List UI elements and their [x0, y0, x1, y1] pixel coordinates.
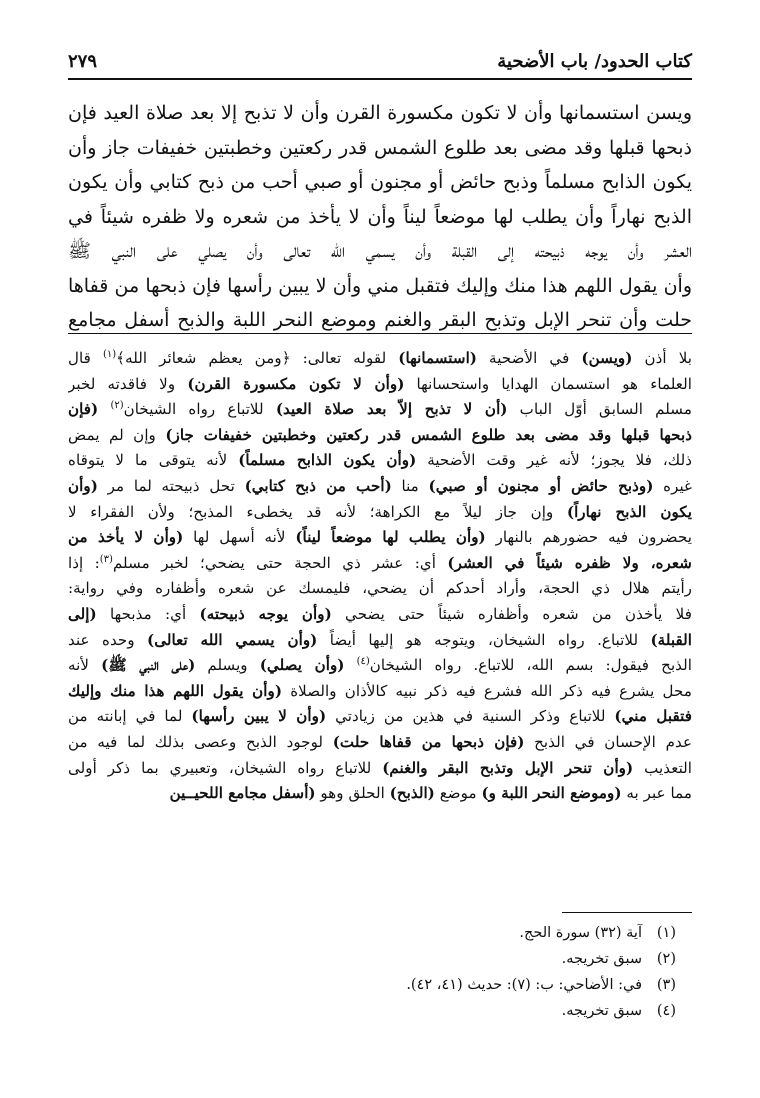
commentary-segment: غيره [653, 476, 692, 495]
commentary-segment: لأنه يتوقى ما لا يتوقاه [68, 451, 239, 470]
footnote-ref: (١) [102, 348, 117, 360]
commentary-segment: أي: مذبحها [96, 604, 200, 623]
commentary-segment: للاتباع وذكر السنية في هذين من زيادتي [326, 707, 615, 726]
commentary-line [68, 730, 692, 756]
matn-quote: (وأن يسمي الله تعالى) [147, 630, 318, 649]
commentary-line [68, 423, 692, 449]
matn-quote: (وأن يقول اللهم هذا منك وإليك [68, 681, 283, 700]
page-number: ٢٧٩ [68, 51, 98, 72]
matn-quote: (وأن لا يأخذ من [68, 528, 184, 547]
commentary-line [68, 346, 692, 372]
footnote-divider [562, 912, 692, 913]
commentary-line [68, 525, 692, 551]
commentary-segment: تحل ذبيحته لما مر [97, 476, 245, 495]
footnote-text: في: الأضاحي: ب: (٧): حديث (٤١، ٤٢). [406, 977, 642, 993]
matn-quote: فتقبل مني) [614, 707, 692, 726]
matn-quote: (أحب من ذبح كتابي) [244, 476, 392, 495]
footnote-text: سبق تخريجه. [561, 1003, 642, 1019]
footnote-text: سبق تخريجه. [561, 951, 642, 967]
commentary-text [68, 346, 692, 807]
commentary-line [68, 397, 692, 423]
matn-quote: (وأن تنحر الإبل وتذبح البقر والغنم) [382, 758, 634, 777]
main-text-line: يكون الذابح مسلماً وذبح حائض أو مجنون أو صبي أحب من ذبح كتابي وأن يكون [68, 171, 692, 193]
commentary-line [68, 602, 692, 628]
commentary-segment: : إذا [68, 553, 100, 572]
footnote-item [68, 946, 676, 972]
footnote-number: (١) [656, 925, 676, 941]
main-text-line: العشر وأن يوجه ذبيحته إلى القبلة وأن يسمي الله تعالى وأن يصلي على النبي ﷺ [68, 240, 692, 262]
footnotes [68, 920, 676, 1024]
commentary-line [68, 372, 692, 398]
matn-quote: (فإن [68, 400, 99, 419]
main-text [68, 96, 692, 338]
footnote-ref: (٤) [356, 656, 370, 668]
commentary-line [68, 628, 692, 654]
commentary-segment: الحلق وهو [315, 784, 390, 803]
matn-quote: (أن لا تذبح إلاّ بعد صلاة العيد) [275, 400, 508, 419]
commentary-segment: منا [391, 476, 429, 495]
commentary-line [68, 448, 692, 474]
commentary-line [68, 781, 692, 807]
footnote-ref: (٣) [99, 553, 113, 565]
commentary-segment [344, 656, 356, 674]
commentary-segment: ذلك، فلا يجوز؛ لأنه غير وقت الأضحية [416, 451, 692, 470]
matn-quote: (أسفل مجامع اللحيــين [169, 784, 316, 803]
commentary-segment: للاتباع رواه الشيخان، وتعبيري بما ذكر أولى [68, 758, 383, 777]
commentary-segment: مسلم السابق أوّل الباب [507, 400, 692, 419]
commentary-line [68, 576, 692, 602]
commentary-segment: محل يشرع فيه ذكر الله فشرع فيه ذكر نبيه كالأذان والصلاة [282, 681, 692, 700]
main-text-line: ويسن استسمانها وأن لا تكون مكسورة القرن وأن لا تذبح إلا بعد صلاة العيد فإن [68, 102, 692, 124]
footnote-number: (٣) [656, 977, 676, 993]
commentary-segment: مما عبر به [621, 784, 692, 803]
matn-quote: (إلى [68, 604, 97, 623]
commentary-segment: لأنه أسهل لها [183, 528, 296, 547]
matn-quote: (وموضع النحر اللبة و) [481, 784, 622, 803]
commentary-line [68, 756, 692, 782]
footnote-item [68, 920, 676, 946]
commentary-segment: لوجود الذبح وعصى بذلك لما فيه من [68, 732, 333, 751]
footnote-ref: (٢) [110, 400, 124, 412]
matn-quote: (الذبح) [389, 784, 435, 803]
commentary-segment: رأيتم هلال ذي الحجة، وأراد أحدكم أن يضحي، فليمسك عن شعره وأظفاره وفي رواية: [68, 579, 692, 598]
commentary-line [68, 653, 692, 679]
commentary-segment: قال [68, 349, 103, 367]
commentary-segment: ولا فاقدته لخبر [68, 374, 188, 393]
text-divider [68, 333, 692, 334]
commentary-segment [98, 400, 110, 418]
main-text-line: حلت وأن تنحر الإبل وتذبح البقر والغنم وموضع النحر اللبة والذبح أسفل مجامع [68, 309, 692, 331]
commentary-segment: يحضرون فيه حضورهم بالنهار [485, 528, 692, 547]
commentary-line [68, 551, 692, 577]
footnote-item [68, 998, 676, 1024]
commentary-segment: وحده عند [68, 630, 148, 649]
matn-quote: (ويسن) [581, 349, 633, 367]
commentary-segment: بلا أذن [632, 349, 692, 367]
matn-quote: يكون الذبح نهاراً) [566, 502, 692, 521]
footnote-number: (٤) [656, 1003, 676, 1019]
commentary-segment: وإن جاز ليلاً مع الكراهة؛ لأنه قد يخطىء المذبح؛ ولأن الفقراء لا [68, 502, 567, 521]
main-text-line: وأن يقول اللهم هذا منك وإليك فتقبل مني وأن لا يبين رأسها فإن ذبحها من قفاها [68, 274, 692, 297]
commentary-segment: لقوله تعالى: ﴿ومن يعظم شعائر الله﴾ [116, 349, 399, 367]
running-title: كتاب الحدود/ باب الأضحية [497, 51, 692, 72]
page-header [68, 42, 692, 80]
commentary-segment: التعذيب [633, 758, 692, 777]
commentary-line [68, 704, 692, 730]
commentary-line [68, 679, 692, 705]
commentary-segment: موضع [434, 784, 482, 803]
commentary-segment: الذبح فيقول: بسم الله، للاتباع. رواه الشيخان [369, 656, 692, 675]
footnote-text: آية (٣٢) سورة الحج. [519, 925, 642, 941]
commentary-segment: فلا يأخذن من شعره وأظفاره شيئاً حتى يضحي [331, 604, 692, 623]
matn-quote: (وأن يصلي) [259, 656, 345, 675]
footnote-number: (٢) [656, 951, 676, 967]
commentary-segment: للاتباع. رواه الشيخان، ويتوجه هو إليها أيضاً [317, 630, 651, 649]
commentary-line [68, 474, 692, 500]
matn-quote: (وأن لا تكون مكسورة القرن) [187, 374, 405, 393]
footnote-item [68, 972, 676, 998]
commentary-segment: في الأضحية [477, 349, 582, 367]
commentary-segment: عدم الإحسان في الذبح [524, 732, 692, 751]
matn-quote: (وأن يطلب لها موضعاً ليناً) [295, 528, 486, 547]
commentary-segment: وإن لم يمض [68, 425, 166, 444]
matn-quote: (على النبي ﷺ) [101, 656, 196, 675]
matn-quote: (وذبح حائض أو مجنون أو صبي) [428, 476, 654, 495]
commentary-segment: لما في إبانته من [68, 707, 192, 726]
commentary-segment: للاتباع رواه الشيخان [123, 400, 276, 419]
matn-quote: (وأن لا يبين رأسها) [191, 707, 327, 726]
matn-quote: (وأن يوجه ذبيحته) [199, 604, 332, 623]
commentary-segment: أي: عشر ذي الحجة حتى يضحي؛ لخبر مسلم [112, 553, 448, 572]
main-text-line: ذبحها قبلها وقد مضى بعد طلوع الشمس قدر ركعتين وخطبتين خفيفات جاز وأن [68, 136, 692, 159]
matn-quote: ذبحها قبلها وقد مضى بعد طلوع الشمس قدر ركعتين وخطبتين خفيفات جاز) [165, 425, 692, 444]
main-text-line: الذبح نهاراً وأن يطلب لها موضعاً ليناً وأن لا يأخذ من شعره ولا ظفره شيئاً في [68, 205, 692, 228]
matn-quote: (وأن [68, 476, 98, 495]
commentary-line [68, 500, 692, 526]
matn-quote: شعره، ولا ظفره شيئاً في العشر) [447, 553, 692, 572]
commentary-segment: ويسلم [195, 656, 260, 675]
commentary-segment: لأنه [68, 656, 102, 675]
matn-quote: (استسمانها) [398, 349, 477, 367]
matn-quote: (فإن ذبحها من قفاها حلت) [332, 732, 525, 751]
matn-quote: القبلة) [650, 630, 692, 649]
matn-quote: (وأن يكون الذابح مسلماً) [238, 451, 417, 470]
commentary-segment: العلماء هو استسمان الهدايا واستحسانها [404, 374, 692, 393]
